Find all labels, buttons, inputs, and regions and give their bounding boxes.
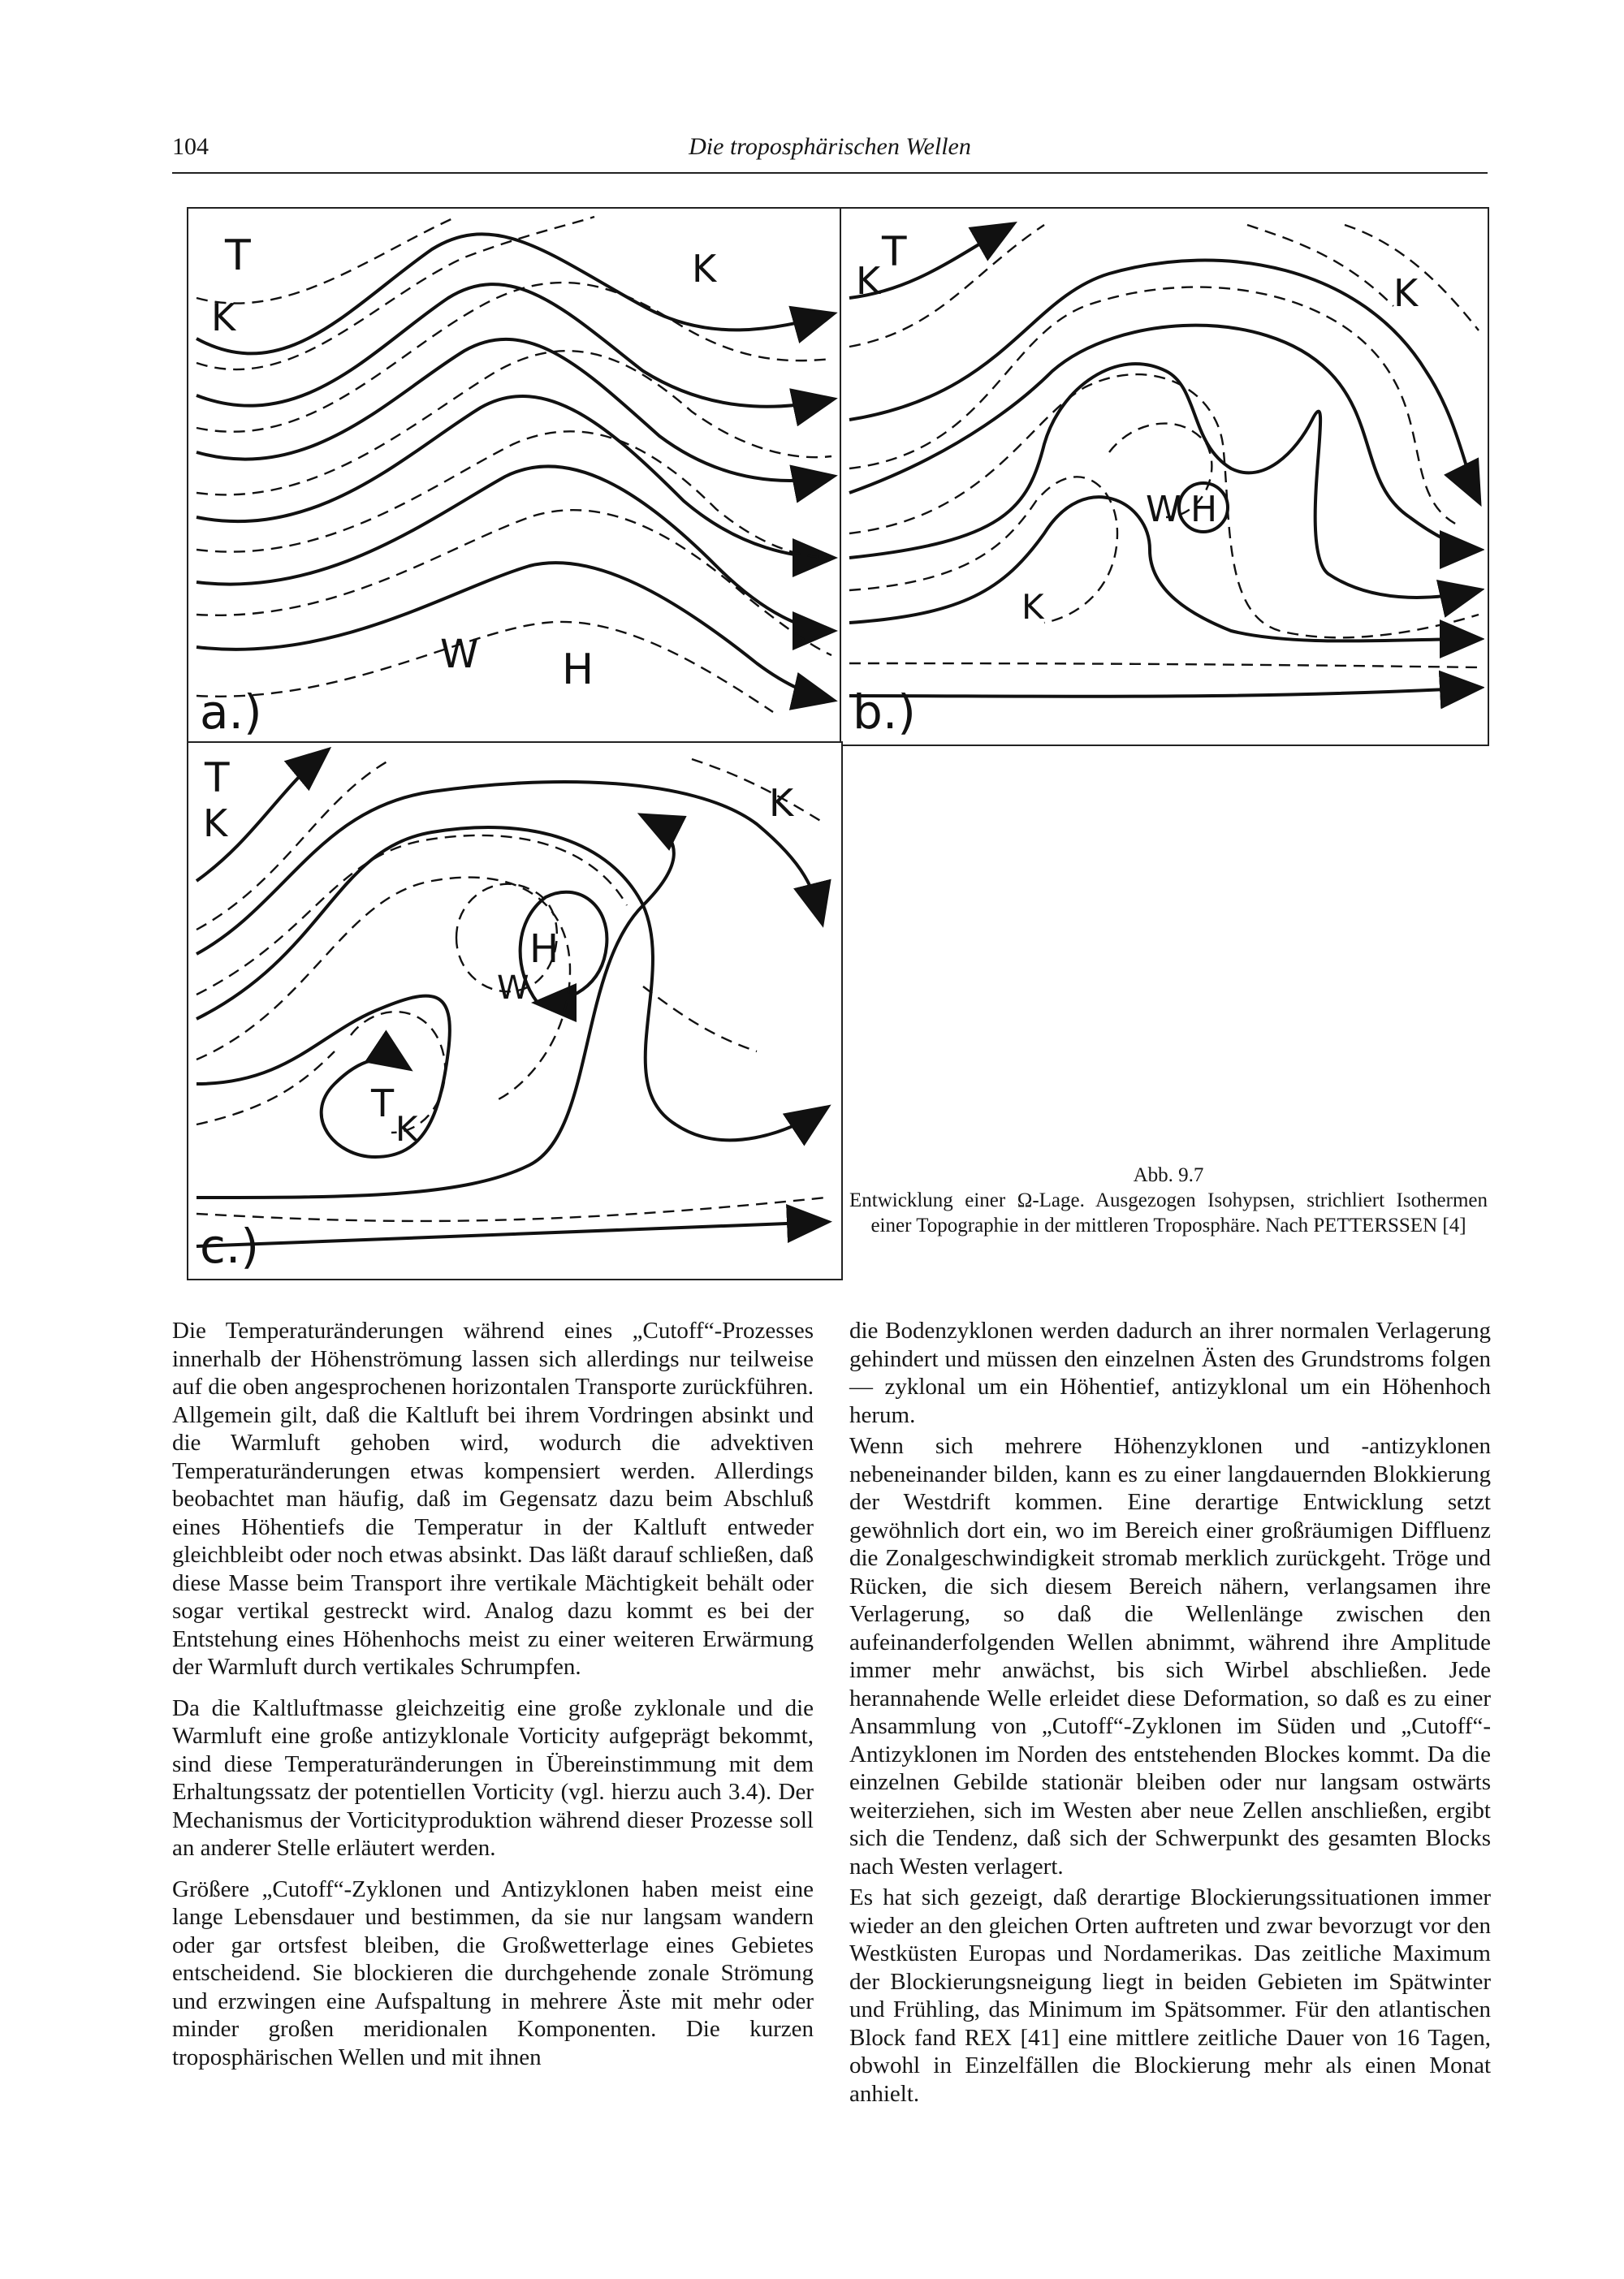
letter-K: K	[856, 259, 881, 303]
paragraph: Es hat sich gezeigt, daß derartige Blockierungssituationen immer wieder an den gleichen Orten auftreten und zwar bevorzugt vor den Westküsten Europas und Nordamerikas. Das zeitliche Maximum der Blockierungsneigung liegt in beiden Gebieten im Spätwinter und Frühling, das Minimum im Spätsommer. Für den atlantischen Block fand REX [41] eine mittlere zeitliche Dauer von 16 Tagen, obwohl in Einzelfällen die Blockierung mehr als einen Monat anhielt.	[849, 1884, 1491, 2107]
letter-K: K	[211, 296, 236, 339]
isohypse-map-b	[841, 209, 1484, 741]
letter-T: T	[205, 754, 230, 801]
letter-K: K	[395, 1109, 418, 1149]
letter-K: K	[1021, 587, 1044, 627]
caption-number: Abb. 9.7	[1133, 1164, 1204, 1186]
paragraph: Wenn sich mehrere Höhenzyklonen und -antizyklonen nebeneinander bilden, kann es zu einer langdauernden Blokkierung der Westdrift kommen. Eine derartige Entwicklung setzt gewöhnlich dort ein, wo im Bereich einer großräumigen Diffluenz die Zonalgeschwindigkeit stromab merklich zurückgeht. Tröge und Rücken, die sich diesem Bereich nähern, verlangsamen ihre Verlagerung, so daß die Wellenlänge zwischen den aufeinanderfolgenden Wellen abnimmt, während ihre Amplitude immer mehr anwächst, bis sich Wirbel abschließen. Jede herannahende Welle erleidet diese Deformation, so daß es zu einer Ansammlung von „Cutoff“-Zyklonen im Süden und „Cutoff“-Antizyklonen im Norden des entstehenden Blockes kommt. Da die einzelnen Gebilde stationär bleiben oder nur langsam ostwärts weiterziehen, sich im Westen aber neue Zellen anschließen, ergibt sich die Tendenz, daß sich der Schwerpunkt des gesamten Blocks nach Westen verlagert.	[849, 1433, 1491, 1880]
isohypse-map-a	[188, 209, 838, 741]
letter-H: H	[562, 645, 594, 694]
panel-label: c.)	[200, 1219, 259, 1274]
figure-panel-c	[187, 741, 843, 1280]
panel-label: b.)	[853, 684, 916, 740]
paragraph: Da die Kaltluftmasse gleichzeitig eine große zyklonale und die Warmluft eine große antizyklonale Vorticity aufgeprägt bekommt, sind diese Temperaturänderungen in Übereinstimmung mit dem Erhaltungssatz der potentiellen Vorticity (vgl. hierzu auch 3.4). Der Mechanismus der Vorticityproduktion während dieser Prozesse soll an anderer Stelle erläutert werden.	[172, 1694, 814, 1861]
letter-T: T	[371, 1081, 395, 1125]
figure-panel-a	[187, 207, 843, 746]
letter-W: W	[497, 969, 529, 1007]
paragraph: Die Temperaturänderungen während eines „Cutoff“-Prozesses innerhalb der Höhenströmung lassen sich allerdings nur teilweise auf die oben angesprochenen horizontalen Transporte zurückführen. Allgemein gilt, daß die Kaltluft bei ihrem Vordringen absinkt und die Warmluft gehoben wird, wodurch die advektiven Temperaturänderungen etwas kompensiert werden. Allerdings beobachtet man häufig, daß im Gegensatz dazu beim Abschluß eines Höhentiefs die Temperatur in der Kaltluft entweder gleichbleibt oder noch etwas absinkt. Das läßt darauf schließen, daß diese Masse beim Transport ihre vertikale Mächtigkeit behält oder sogar vertikal gestreckt wird. Analog dazu kommt es bei der Entstehung eines Höhenhochs meist zu einer weiteren Erwärmung der Warmluft durch vertikales Schrumpfen.	[172, 1318, 814, 1680]
letter-T: T	[225, 231, 251, 280]
caption-text: Entwicklung einer Ω-Lage. Ausgezogen Isohypsen, strichliert Isothermen einer Topographie in der mittleren Troposphäre. Nach PETTERSSEN [4]	[849, 1189, 1488, 1237]
running-title: Die troposphärischen Wellen	[689, 133, 971, 160]
letter-T: T	[882, 228, 907, 275]
letter-K: K	[203, 801, 228, 845]
figure-panel-b	[840, 207, 1489, 746]
paragraph: Größere „Cutoff“-Zyklonen und Antizyklonen haben meist eine lange Lebensdauer und bestimmen, da sie nur langsam wandern oder gar ortsfest bleiben, die Großwetterlage eines Gebietes entscheidend. Sie blockieren die durchgehende zonale Strömung und erzwingen eine Aufspaltung in mehrere Äste mit mehr oder minder großen meridionalen Komponenten. Die kurzen troposphärischen Wellen und mit ihnen	[172, 1875, 814, 2070]
figure-caption	[849, 1163, 1488, 1238]
letter-H: H	[529, 926, 559, 972]
text-column-right	[849, 1317, 1491, 2111]
letter-K: K	[769, 781, 794, 825]
paragraph: die Bodenzyklonen werden dadurch an ihrer normalen Verlagerung gehindert und müssen den einzelnen Ästen des Grundstroms folgen — zyklonal um ein Höhentief, antizyklonal um ein Höhenhoch herum.	[849, 1318, 1491, 1428]
letter-W: W	[440, 632, 479, 677]
text-column-left	[172, 1317, 814, 2084]
panel-label: a.)	[200, 684, 262, 740]
letter-K: K	[692, 247, 717, 291]
letter-K: K	[1393, 271, 1419, 315]
isohypse-map-c	[188, 743, 838, 1275]
page-header	[172, 130, 1488, 174]
letter-H: H	[1190, 489, 1218, 530]
page-number: 104	[172, 133, 209, 160]
letter-W: W	[1146, 489, 1181, 530]
